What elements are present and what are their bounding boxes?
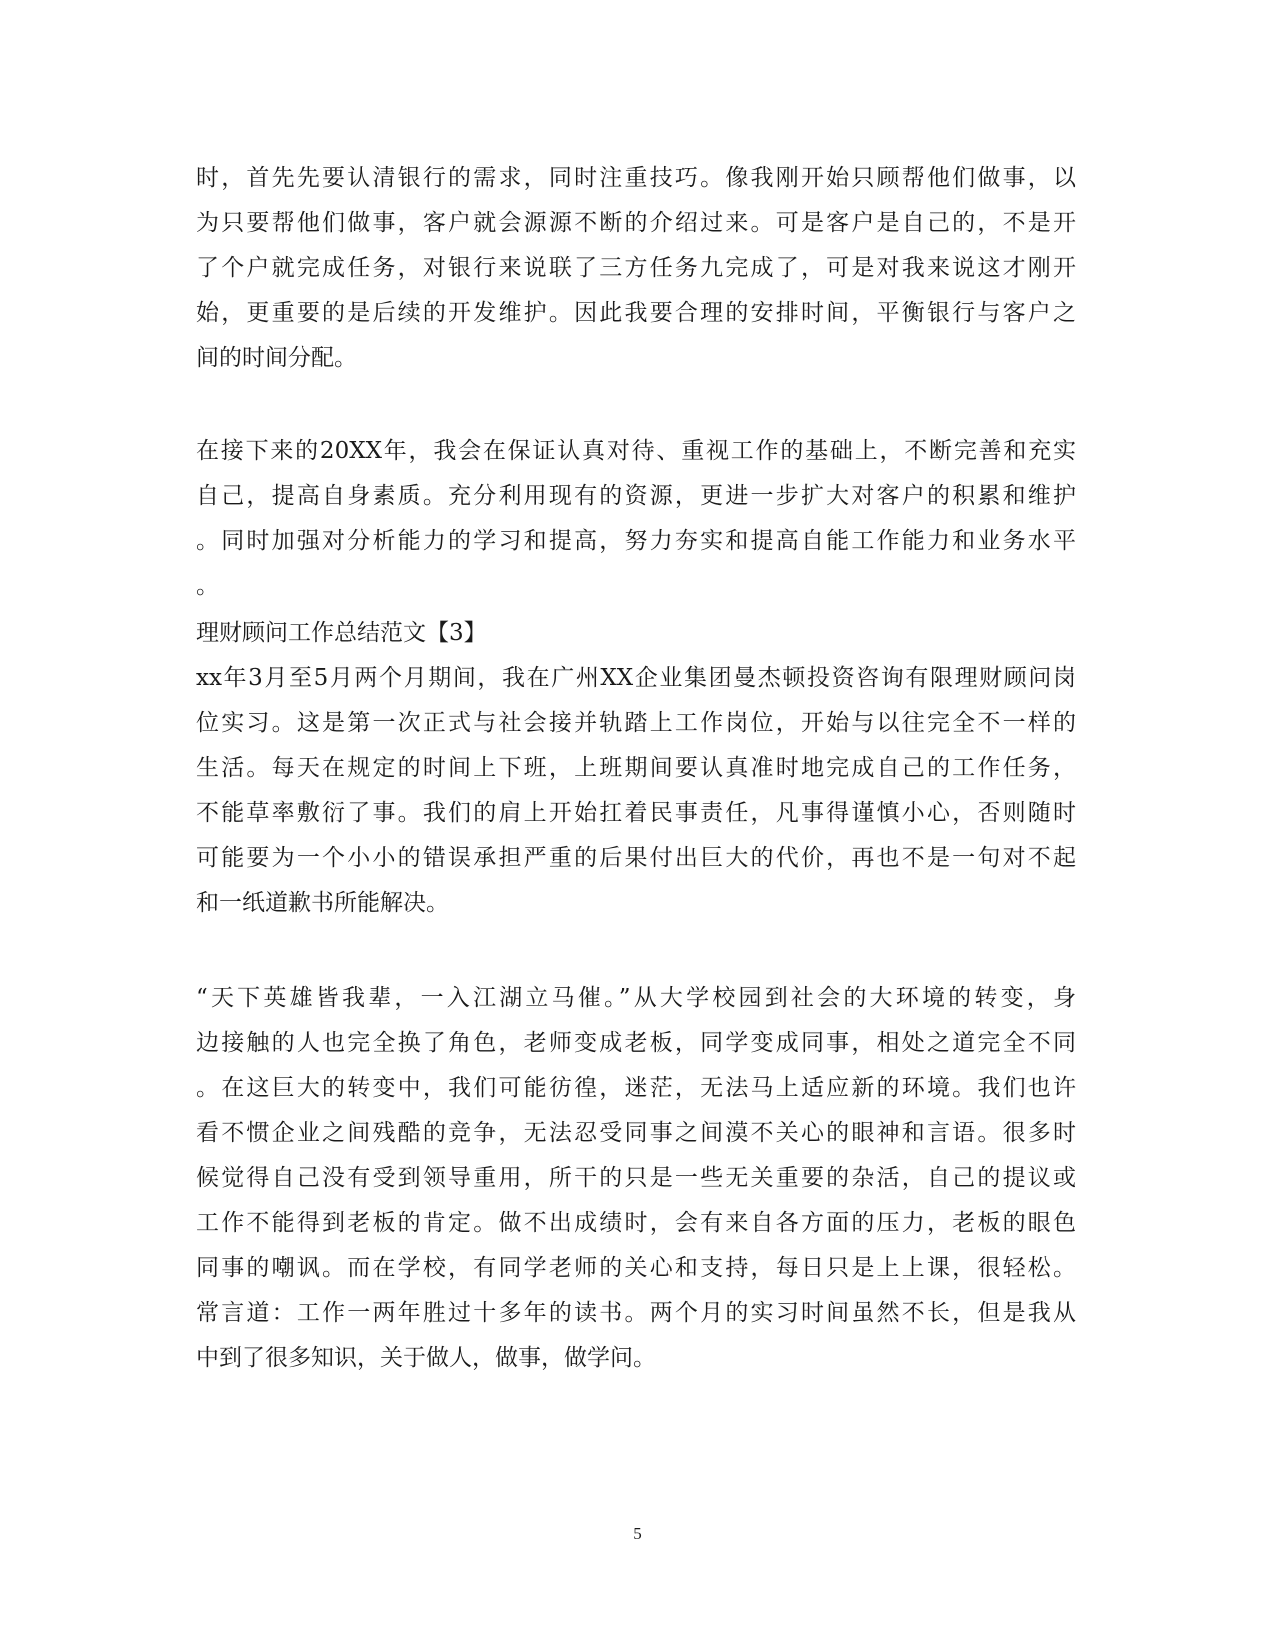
- paragraph-line: 可能要为一个小小的错误承担严重的后果付出巨大的代价，再也不是一句对不起: [196, 845, 1076, 871]
- paragraph-line: 自己，提高自身素质。充分利用现有的资源，更进一步扩大对客户的积累和维护: [196, 483, 1076, 509]
- paragraph-line: 为只要帮他们做事，客户就会源源不断的介绍过来。可是客户是自己的，不是开: [196, 210, 1076, 236]
- paragraph-line: 位实习。这是第一次正式与社会接并轨踏上工作岗位，开始与以往完全不一样的: [196, 710, 1076, 736]
- paragraph-line: 工作不能得到老板的肯定。做不出成绩时，会有来自各方面的压力，老板的眼色: [196, 1210, 1076, 1236]
- paragraph-line: 不能草率敷衍了事。我们的肩上开始扛着民事责任，凡事得谨慎小心，否则随时: [196, 800, 1076, 826]
- paragraph-line: 。同时加强对分析能力的学习和提高，努力夯实和提高自能工作能力和业务水平: [196, 528, 1076, 554]
- section-heading: 理财顾问工作总结范文【3】: [196, 620, 487, 646]
- paragraph-line: 在接下来的20XX年，我会在保证认真对待、重视工作的基础上，不断完善和充实: [196, 438, 1076, 464]
- page-number: 5: [633, 1524, 642, 1543]
- paragraph-line: 和一纸道歉书所能解决。: [196, 890, 449, 916]
- paragraph-line: 中到了很多知识，关于做人，做事，做学问。: [196, 1345, 656, 1371]
- paragraph-line: 。在这巨大的转变中，我们可能彷徨，迷茫，无法马上适应新的环境。我们也许: [196, 1075, 1076, 1101]
- paragraph-line: 时，首先先要认清银行的需求，同时注重技巧。像我刚开始只顾帮他们做事，以: [196, 165, 1076, 191]
- paragraph-line: 间的时间分配。: [196, 345, 357, 371]
- paragraph-line: 边接触的人也完全换了角色，老师变成老板，同学变成同事，相处之道完全不同: [196, 1030, 1076, 1056]
- paragraph-line: 同事的嘲讽。而在学校，有同学老师的关心和支持，每日只是上上课，很轻松。: [196, 1255, 1076, 1281]
- paragraph-line: 看不惯企业之间残酷的竞争，无法忍受同事之间漠不关心的眼神和言语。很多时: [196, 1120, 1076, 1146]
- paragraph-line: 候觉得自己没有受到领导重用，所干的只是一些无关重要的杂活，自己的提议或: [196, 1165, 1076, 1191]
- paragraph-line: xx年3月至5月两个月期间，我在广州XX企业集团曼杰顿投资咨询有限理财顾问岗: [196, 665, 1076, 691]
- paragraph-line: 始，更重要的是后续的开发维护。因此我要合理的安排时间，平衡银行与客户之: [196, 300, 1076, 326]
- paragraph-line: 生活。每天在规定的时间上下班，上班期间要认真准时地完成自己的工作任务，: [196, 755, 1076, 781]
- paragraph-line: 。: [196, 573, 219, 599]
- paragraph-line: “天下英雄皆我辈，一入江湖立马催。”从大学校园到社会的大环境的转变，身: [196, 985, 1076, 1011]
- paragraph-line: 了个户就完成任务，对银行来说联了三方任务九完成了，可是对我来说这才刚开: [196, 255, 1076, 281]
- paragraph-line: 常言道：工作一两年胜过十多年的读书。两个月的实习时间虽然不长，但是我从: [196, 1300, 1076, 1326]
